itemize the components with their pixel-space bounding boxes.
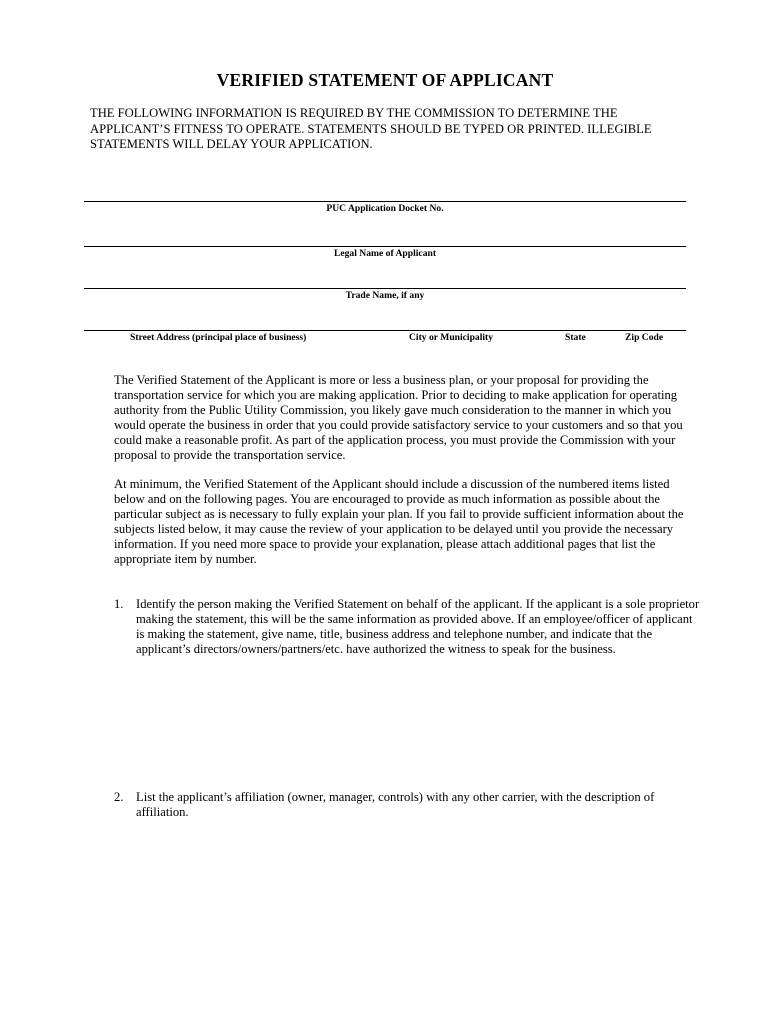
form-title: VERIFIED STATEMENT OF APPLICANT — [216, 70, 554, 90]
legal-name-field-line[interactable] — [84, 246, 686, 247]
docket-field-line[interactable] — [84, 201, 686, 202]
trade-name-field-line[interactable] — [84, 288, 686, 289]
address-field-line[interactable] — [84, 330, 686, 331]
state-label: State — [565, 332, 586, 343]
zip-code-label: Zip Code — [625, 332, 664, 343]
item-number: 1. — [114, 597, 124, 611]
docket-label: PUC Application Docket No. — [326, 203, 444, 214]
street-address-label: Street Address (principal place of business) — [130, 332, 307, 343]
paragraph-minimum-requirements: At minimum, the Verified Statement of the Applicant should include a discussion of the numbered items listed below and on the following pages. You are encouraged to provide as much information as possible about the particular subject as is necessary to fully explain your plan. If you fail to provide sufficient information about the subjects listed below, it may cause the review of your application to be delayed until you provide the necessary information. If you need more space to provide your explanation, please attach additional pages that list the appropriate item by number. — [114, 477, 684, 567]
city-label: City or Municipality — [409, 332, 494, 343]
paragraph-business-plan: The Verified Statement of the Applicant is more or less a business plan, or your proposal for providing the transportation service for which you are making application. Prior to deciding to make application for operating authority from the Public Utility Commission, you likely gave much consideration to the manner in which you would operate the business in order that you could provide satisfactory service to your customers and so that you could make a reasonable profit. As part of the application process, you must provide the Commission with your proposal to provide the transportation service. — [114, 373, 683, 463]
trade-name-label: Trade Name, if any — [345, 290, 425, 301]
item-number: 2. — [114, 790, 124, 804]
item-text: Identify the person making the Verified Statement on behalf of the applicant. If the applicant is a sole proprietor making the statement, this will be the same information as provided above. If an employee/officer of applicant is making the statement, give name, title, business address and telephone number, and indicate that the applicant’s directors/owners/partners/etc. have authorized the witness to speak for the business. — [136, 597, 700, 657]
intro-instructions: THE FOLLOWING INFORMATION IS REQUIRED BY THE COMMISSION TO DETERMINE THE APPLICANT’S FITNESS TO OPERATE. STATEMENTS SHOULD BE TYPED OR PRINTED. ILLEGIBLE STATEMENTS WILL DELAY YOUR APPLICATION. — [90, 106, 652, 151]
item-text: List the applicant’s affiliation (owner, manager, controls) with any other carrier, with the description of affiliation. — [136, 790, 655, 820]
legal-name-label: Legal Name of Applicant — [333, 248, 437, 259]
